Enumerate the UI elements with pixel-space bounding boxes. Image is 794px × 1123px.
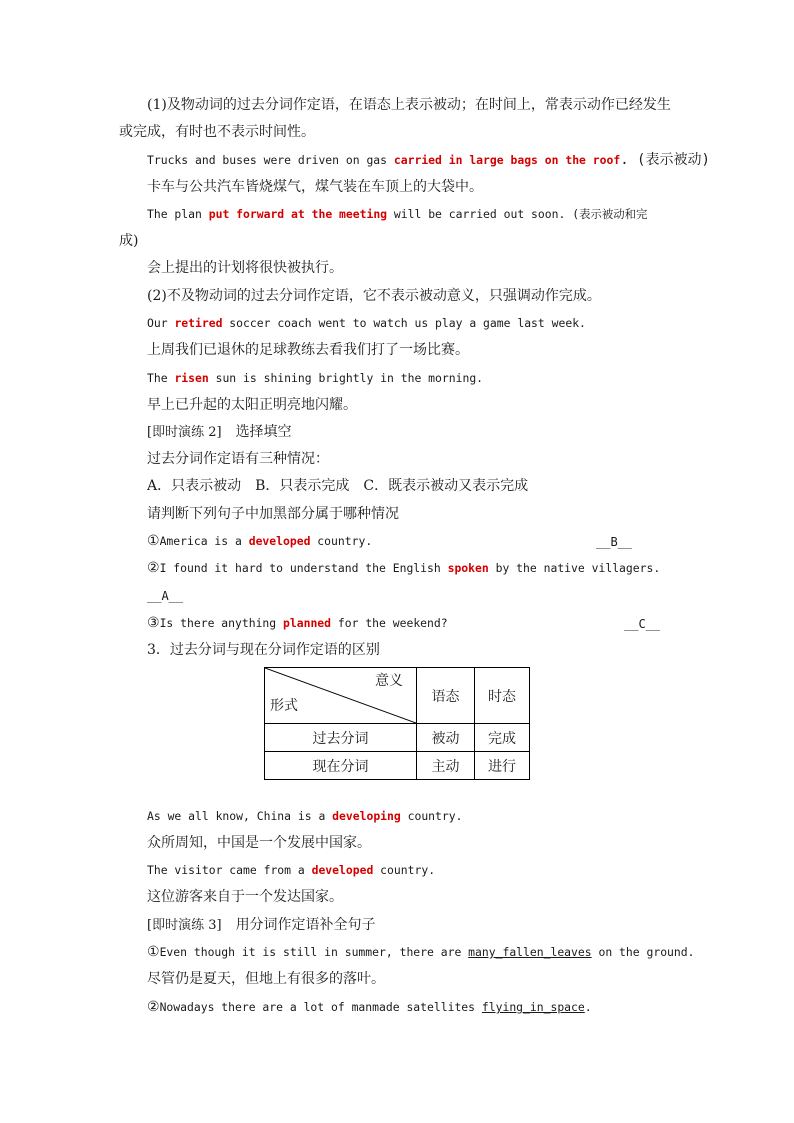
- example-2-translation: 会上提出的计划将很快被执行。: [147, 260, 343, 276]
- example-text: The: [147, 371, 175, 385]
- drill-2-options: A．只表示被动 B．只表示完成 C．既表示被动又表示完成: [147, 478, 529, 494]
- question-1: [147, 531, 372, 551]
- example-4: [147, 368, 483, 388]
- question-text: I found it hard to understand the English: [159, 561, 448, 575]
- highlight-word: retired: [174, 316, 223, 330]
- highlight-word: risen: [174, 371, 209, 385]
- question-text: by the native villagers.: [488, 561, 661, 575]
- highlight-phrase: carried in large bags on the roof: [393, 153, 621, 167]
- example-1-translation: 卡车与公共汽车皆烧煤气，煤气装在车顶上的大袋中。: [147, 179, 483, 195]
- drill-tag: [即时演练 2]: [147, 425, 222, 440]
- table-cell-tense: 进行: [475, 752, 530, 780]
- corner-label-bottom: 形式: [270, 698, 298, 714]
- paragraph-rule-1-cont: 或完成，有时也不表示时间性。: [119, 124, 315, 140]
- drill-2-heading: [147, 422, 292, 443]
- drill-title: 用分词作定语补全句子: [235, 917, 376, 933]
- completion-1-translation: 尽管仍是夏天，但地上有很多的落叶。: [147, 971, 385, 987]
- question-number: ①: [147, 944, 160, 960]
- example-note: will be carried out soon. (表示被动和完: [387, 207, 648, 221]
- question-number: ②: [147, 560, 160, 576]
- drill-3-heading: [147, 915, 376, 936]
- example-5-translation: 众所周知，中国是一个发展中国家。: [147, 835, 371, 851]
- example-text: Our: [147, 316, 175, 330]
- comparison-table: [264, 667, 530, 780]
- table-cell-form: 过去分词: [265, 724, 417, 752]
- completion-1: [147, 942, 695, 962]
- example-text: The plan: [147, 207, 209, 221]
- question-text: for the weekend?: [331, 616, 448, 630]
- example-6: [147, 860, 435, 880]
- example-2-cont: 成): [119, 233, 139, 249]
- question-text: Is there anything: [159, 616, 284, 630]
- answer-blank-1: __B__: [596, 535, 633, 549]
- question-text: America is a: [159, 534, 249, 548]
- example-2: [147, 204, 647, 224]
- filled-answer: flying_in_space: [481, 1000, 585, 1014]
- example-3: [147, 313, 586, 333]
- drill-title: 选择填空: [235, 424, 292, 440]
- question-number: ②: [147, 999, 160, 1015]
- question-text: country.: [310, 534, 373, 548]
- example-text: The visitor came from a: [147, 863, 312, 877]
- drill-2-intro: 过去分词作定语有三种情况：: [147, 451, 329, 467]
- question-number: ①: [147, 533, 160, 549]
- example-6-translation: 这位游客来自于一个发达国家。: [147, 889, 343, 905]
- example-text: sun is shining brightly in the morning.: [208, 371, 484, 385]
- answer-blank-2: __A__: [147, 589, 184, 603]
- example-note: . (表示被动): [620, 152, 710, 168]
- table-header-voice: 语态: [417, 668, 475, 724]
- question-text: Nowadays there are a lot of manmade satellites: [159, 1000, 482, 1014]
- table-cell-voice: 被动: [417, 724, 475, 752]
- example-4-translation: 早上已升起的太阳正明亮地闪耀。: [147, 397, 357, 413]
- drill-2-instruction: 请判断下列句子中加黑部分属于哪种情况: [147, 506, 399, 522]
- example-5: [147, 806, 462, 826]
- drill-tag: [即时演练 3]: [147, 918, 222, 933]
- paragraph-rule-1: (1)及物动词的过去分词作定语，在语态上表示被动；在时间上，常表示动作已经发生: [147, 97, 671, 113]
- highlight-word: developing: [332, 809, 401, 823]
- question-3: [147, 613, 448, 633]
- table-cell-tense: 完成: [475, 724, 530, 752]
- example-text: Trucks and buses were driven on gas: [147, 153, 394, 167]
- example-text: soccer coach went to watch us play a game last week.: [222, 316, 586, 330]
- answer-blank-3: __C__: [624, 617, 661, 631]
- table-corner-cell: [265, 668, 417, 724]
- example-text: country.: [400, 809, 463, 823]
- section-3-heading: 3．过去分词与现在分词作定语的区别: [147, 642, 380, 658]
- table-row: [265, 752, 530, 780]
- example-text: As we all know, China is a: [147, 809, 333, 823]
- table-cell-voice: 主动: [417, 752, 475, 780]
- table-cell-form: 现在分词: [265, 752, 417, 780]
- highlight-word: spoken: [447, 561, 489, 575]
- question-text: .: [584, 1000, 592, 1014]
- completion-2: [147, 997, 592, 1017]
- example-3-translation: 上周我们已退休的足球教练去看我们打了一场比赛。: [147, 342, 469, 358]
- highlight-phrase: put forward at the meeting: [208, 207, 388, 221]
- table-header-tense: 时态: [475, 668, 530, 724]
- example-1: [147, 150, 710, 170]
- question-text: on the ground.: [591, 945, 695, 959]
- highlight-word: planned: [283, 616, 332, 630]
- question-number: ③: [147, 615, 160, 631]
- question-2: [147, 558, 660, 578]
- example-text: country.: [373, 863, 436, 877]
- paragraph-rule-2: (2)不及物动词的过去分词作定语，它不表示被动意义，只强调动作完成。: [147, 288, 601, 304]
- question-text: Even though it is still in summer, there are: [159, 945, 469, 959]
- highlight-word: developed: [248, 534, 311, 548]
- table-row: [265, 724, 530, 752]
- highlight-word: developed: [311, 863, 374, 877]
- filled-answer: many_fallen_leaves: [468, 945, 592, 959]
- corner-label-top: 意义: [375, 673, 403, 689]
